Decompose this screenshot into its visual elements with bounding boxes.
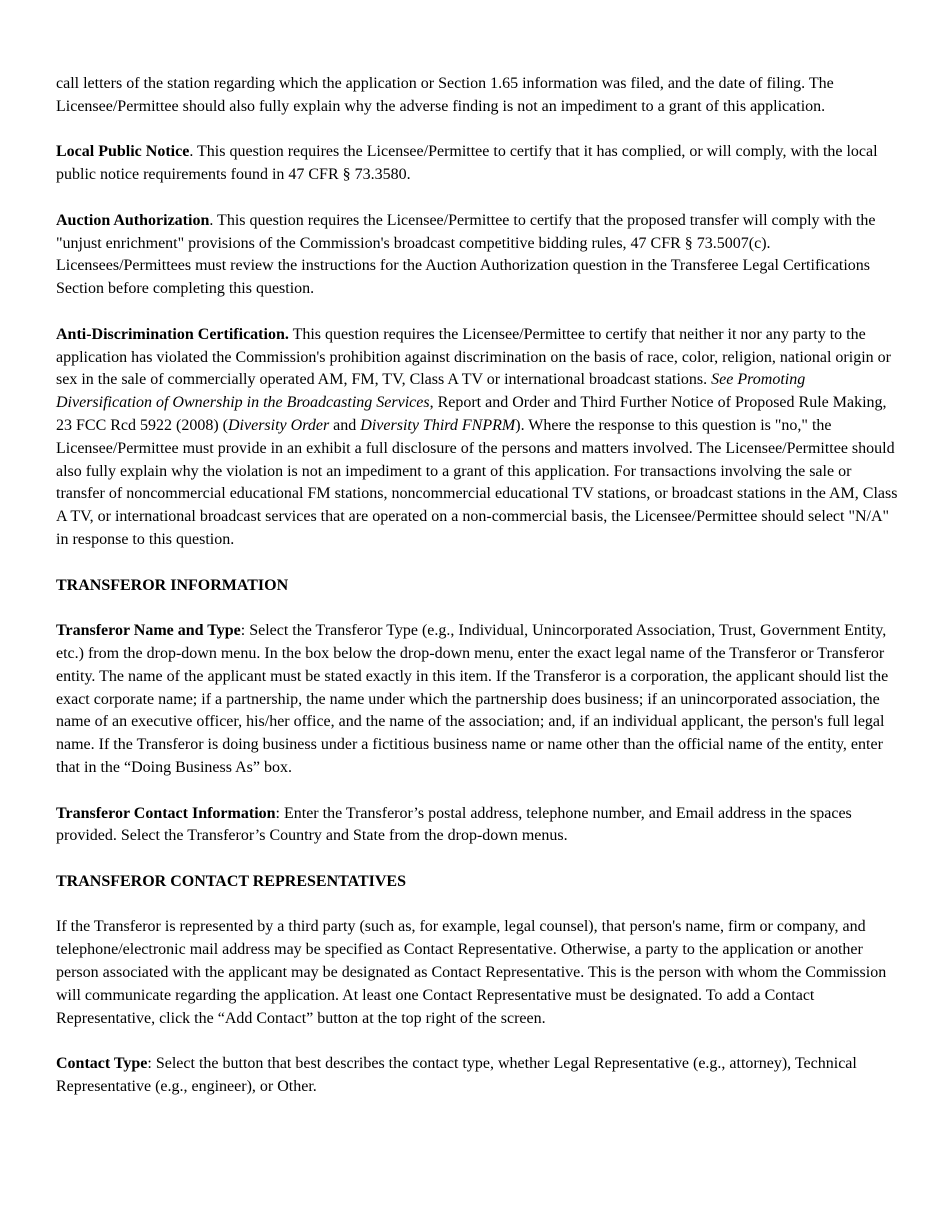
transferor-contact-body: : Enter the Transferor’s postal address, telephone number, and Email address in the spaces provided. Select the Transferor’s Country and State from the drop-down menus.: [56, 804, 852, 845]
diversity-fnprm-name: Diversity Third FNPRM: [360, 416, 516, 434]
anti-discrimination-citation: See Promoting Diversification of Ownership in the Broadcasting Services: [56, 371, 806, 412]
auction-authorization-paragraph: [56, 210, 898, 301]
document-page: [56, 73, 898, 1122]
transferor-information-heading: TRANSFEROR INFORMATION: [56, 576, 289, 594]
auction-authorization-body: . This question requires the Licensee/Permittee to certify that the proposed transfer will comply with the "unjust enrichment" provisions of the Commission's broadcast competitive bidding rules, 47 CFR § 73.5007(c). Licensees/Permittees must review the instructions for the Auction Authorization question in the Transferee Legal Certifications Section before completing this question.: [56, 211, 876, 298]
intro-paragraph: [56, 73, 898, 119]
local-public-notice-title: Local Public Notice: [56, 143, 190, 161]
intro-text: call letters of the station regarding which the application or Section 1.65 information was filed, and the date of filing. The Licensee/Permittee should also fully explain why the adverse finding is not an impediment to a grant of this application.: [56, 75, 834, 115]
transferor-name-type-title: Transferor Name and Type: [56, 622, 241, 640]
contact-type-title: Contact Type: [56, 1055, 148, 1073]
local-public-notice-paragraph: [56, 141, 898, 187]
anti-discrimination-title: Anti-Discrimination Certification.: [56, 325, 289, 343]
anti-discrimination-body-3: ). Where the response to this question is "no," the Licensee/Permittee must provide in an exhibit a full disclosure of the persons and matters involved. The Licensee/Permittee should also fully explain why the violation is not an impediment to a grant of this application. For transactions involving the sale or transfer of noncommercial educational FM stations, noncommercial educational TV stations, or broadcast stations in the AM, Class A TV, or international broadcast services that are operated on a non-commercial basis, the Licensee/Permittee should select "N/A" in response to this question.: [56, 416, 898, 548]
anti-discrimination-paragraph: [56, 324, 898, 552]
anti-discrimination-body-2: , Report and Order and Third Further Notice of Proposed Rule Making, 23 FCC Rcd 5922 (2008) (: [56, 394, 887, 434]
transferor-name-type-paragraph: [56, 620, 898, 780]
diversity-order-name: Diversity Order: [228, 416, 330, 434]
anti-discrimination-and: and: [329, 416, 361, 434]
anti-discrimination-body-1: This question requires the Licensee/Permittee to certify that neither it nor any party to the application has violated the Commission's prohibition against discrimination on the basis of race, color, religion, national origin or sex in the sale of commercially operated AM, FM, TV, Class A TV or international broadcast stations.: [56, 325, 891, 389]
contact-representatives-paragraph: [56, 916, 898, 1030]
auction-authorization-title: Auction Authorization: [56, 211, 210, 229]
transferor-name-type-body: : Select the Transferor Type (e.g., Individual, Unincorporated Association, Trust, Government Entity, etc.) from the drop-down menu. In the box below the drop-down menu, enter the exact legal name of the Transferor or Transferor entity. The name of the applicant must be stated exactly in this item. If the Transferor is a corporation, the applicant should list the exact corporate name; if a partnership, the name under which the partnership does business; if an unincorporated association, the name of an executive officer, his/her office, and the name of the association; and, if an individual applicant, the person's full legal name. If the Transferor is doing business under a fictitious business name or name other than the official name of the entity, enter that in the “Doing Business As” box.: [56, 622, 889, 776]
transferor-contact-paragraph: [56, 803, 898, 849]
contact-type-body: : Select the button that best describes the contact type, whether Legal Representative (e.g., attorney), Technical Representative (e.g., engineer), or Other.: [56, 1055, 857, 1096]
transferor-contact-title: Transferor Contact Information: [56, 804, 276, 822]
contact-representatives-body: If the Transferor is represented by a third party (such as, for example, legal counsel), that person's name, firm or company, and telephone/electronic mail address may be specified as Contact Representative. Otherwise, a party to the application or another person associated with the applicant may be designated as Contact Representative. This is the person with whom the Commission will communicate regarding the application. At least one Contact Representative must be designated. To add a Contact Representative, click the “Add Contact” button at the top right of the screen.: [56, 918, 887, 1027]
contact-type-paragraph: [56, 1053, 898, 1099]
transferor-contact-representatives-heading: TRANSFEROR CONTACT REPRESENTATIVES: [56, 872, 406, 890]
local-public-notice-body: . This question requires the Licensee/Permittee to certify that it has complied, or will comply, with the local public notice requirements found in 47 CFR § 73.3580.: [56, 143, 878, 184]
